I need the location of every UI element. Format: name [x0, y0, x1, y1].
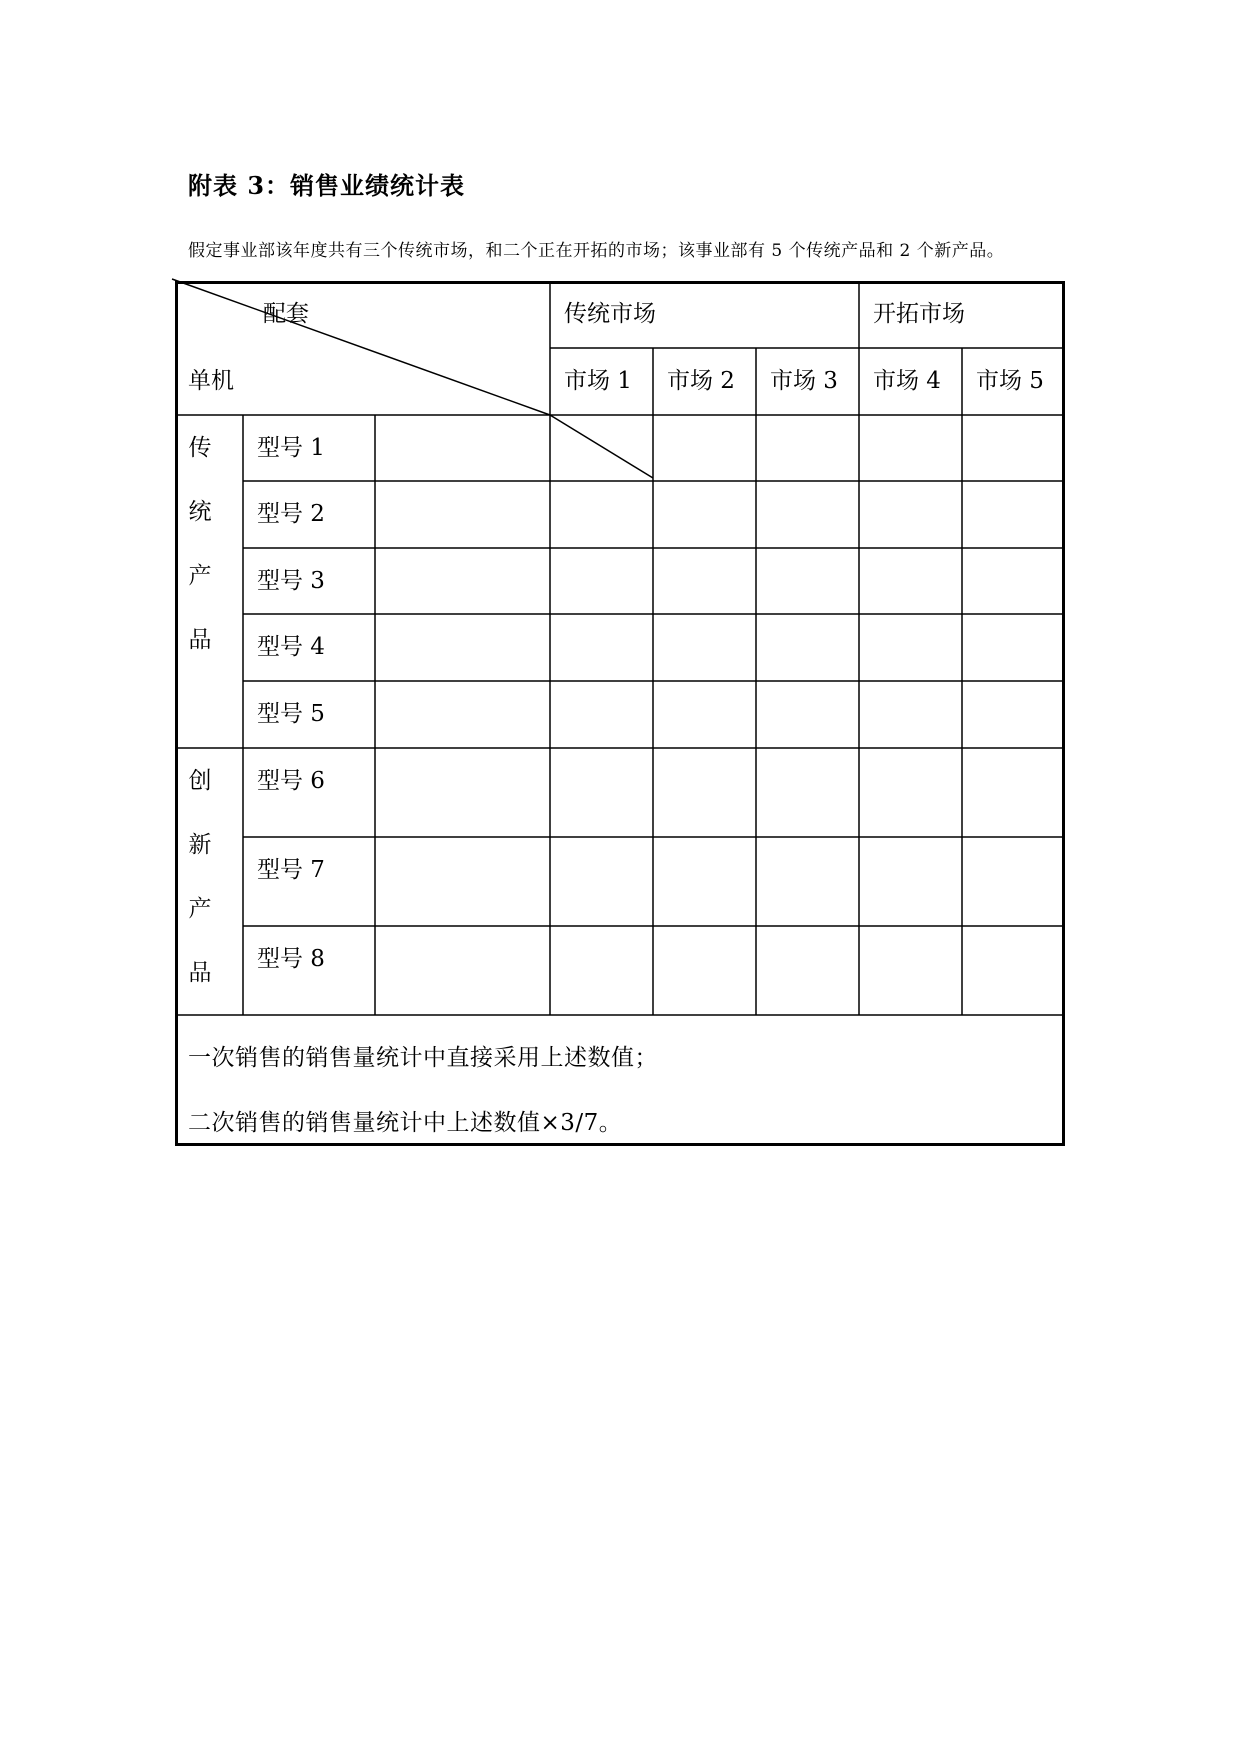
- market-header-5: 市场 5: [976, 368, 1044, 394]
- model-label-2: 型号 2: [257, 501, 325, 527]
- corner-header-top: 配套: [263, 301, 309, 327]
- market-header-4: 市场 4: [873, 368, 941, 394]
- group-header-developing: 开拓市场: [873, 301, 965, 327]
- sales-performance-table: [175, 281, 1065, 1146]
- model-label-3: 型号 3: [257, 568, 325, 594]
- page-title: 附表 3：销售业绩统计表: [188, 171, 466, 200]
- category-traditional-char-1: 传: [188, 435, 212, 461]
- model-label-1: 型号 1: [257, 435, 325, 461]
- category-innovative-char-3: 产: [188, 896, 212, 922]
- model-label-4: 型号 4: [257, 634, 325, 660]
- corner-header-bottom: 单机: [188, 368, 234, 394]
- model-label-5: 型号 5: [257, 701, 325, 727]
- category-traditional-char-3: 产: [188, 563, 212, 589]
- market-header-3: 市场 3: [770, 368, 838, 394]
- market-header-2: 市场 2: [667, 368, 735, 394]
- category-traditional-char-2: 统: [188, 499, 212, 525]
- category-innovative-char-2: 新: [188, 832, 212, 858]
- model-label-7: 型号 7: [257, 857, 325, 883]
- market-header-1: 市场 1: [564, 368, 632, 394]
- grid-line: [172, 279, 550, 415]
- category-traditional-char-4: 品: [188, 627, 212, 653]
- note-line-1: 一次销售的销售量统计中直接采用上述数值；: [188, 1045, 658, 1071]
- category-innovative-char-4: 品: [188, 960, 212, 986]
- note-line-2: 二次销售的销售量统计中上述数值×3/7。: [188, 1110, 623, 1136]
- group-header-traditional: 传统市场: [564, 301, 656, 327]
- model-label-6: 型号 6: [257, 768, 325, 794]
- grid-line: [550, 415, 653, 478]
- category-innovative-char-1: 创: [188, 768, 212, 794]
- intro-paragraph: 假定事业部该年度共有三个传统市场，和二个正在开拓的市场；该事业部有 5 个传统产品和 2 个新产品。: [188, 241, 1005, 261]
- model-label-8: 型号 8: [257, 946, 325, 972]
